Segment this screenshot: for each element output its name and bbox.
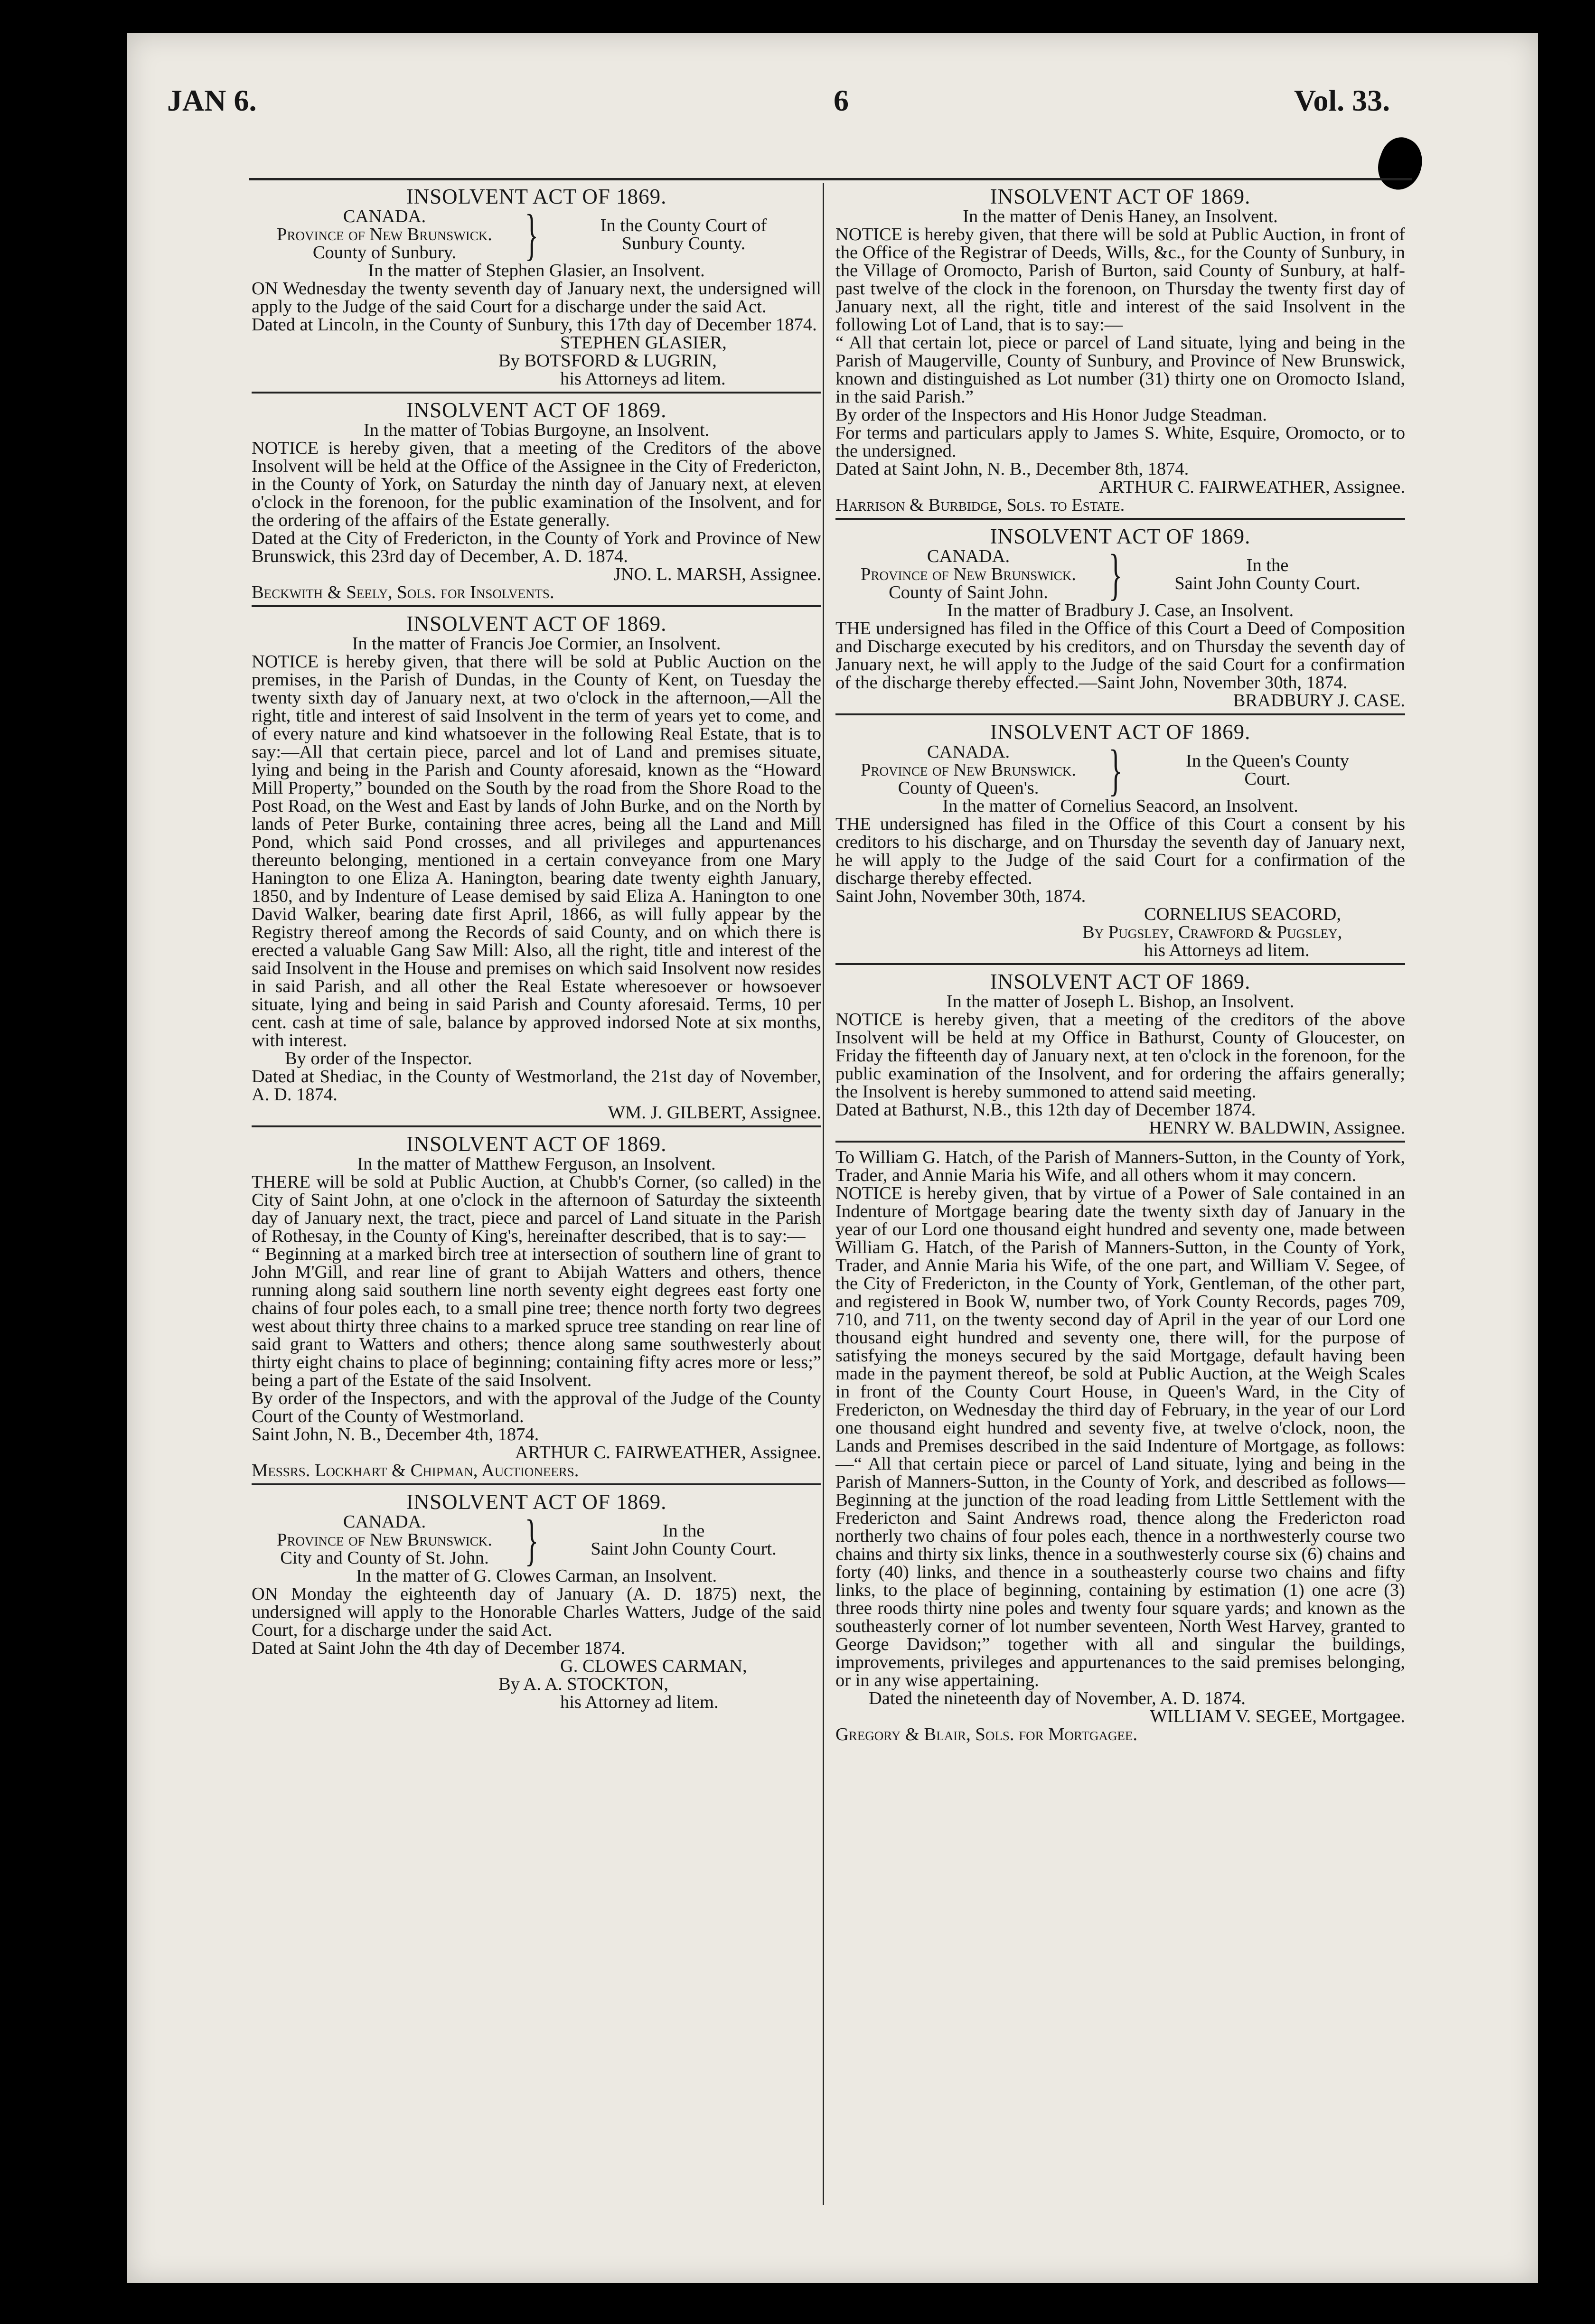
order-line: By order of the Inspectors and His Honor Judge Steadman. (835, 405, 1267, 425)
notice-mortgage-sale (835, 1145, 1405, 1747)
column-divider (823, 183, 824, 2205)
matter-line: In the matter of Francis Joe Cormier, an Insolvent. (352, 634, 721, 654)
canada-label: CANADA. (927, 742, 1010, 762)
notice-title: INSOLVENT ACT OF 1869. (990, 720, 1251, 744)
signature-role: his Attorney ad litem. (560, 1692, 719, 1712)
notice-carman (252, 1488, 821, 1715)
matter-line: In the matter of Matthew Ferguson, an Insolvent. (357, 1154, 716, 1174)
notice-title: INSOLVENT ACT OF 1869. (990, 525, 1251, 548)
solicitors-line: Gregory & Blair, Sols. for Mortgagee. (835, 1724, 1137, 1744)
court-heading (835, 738, 1405, 801)
left-column (252, 183, 821, 1718)
notice-title: INSOLVENT ACT OF 1869. (990, 185, 1251, 208)
matter-line: In the matter of Cornelius Seacord, an Insolvent. (942, 796, 1298, 816)
county-label: County of Queen's. (898, 778, 1039, 798)
notice-body: ON Wednesday the twenty seventh day of January next, the undersigned will apply to the Judge of the said Court for a discharge under the said Act. (252, 279, 821, 317)
notice-cormier (252, 610, 821, 1127)
dated-line: Dated at Bathurst, N.B., this 12th day of December 1874. (835, 1100, 1256, 1120)
dated-line: Dated at the City of Fredericton, in the County of York and Province of New Brunswick, this 23rd day of December, A. D. 1874. (252, 528, 821, 566)
signature-name: WILLIAM V. SEGEE, Mortgagee. (1150, 1706, 1405, 1726)
signature-role: his Attorneys ad litem. (1144, 940, 1310, 960)
court-line-1: In the (662, 1521, 705, 1541)
notice-body: NOTICE is hereby given, that there will be sold at Public Auction on the premises, in the Parish of Dundas, in the County of Kent, on Tuesday the twenty sixth day of January next, at two o'clock in the afternoon,—All the right, title and interest of said Insolvent in the term of years yet to come, and of every nature and kind whatsoever in the following Real Estate, that is to say:—All that certain piece, parcel and lot of Land and premises situate, lying and being in the Parish and County aforesaid, known as the “Howard Mill Property,” bounded on the South by the road from the Shore Road to the Post Road, on the West and East by lands of John Burke, and on the North by lands of Peter Burke, containing three acres, being all the Land and Mill Pond, which said Pond crosses, and all privileges and appurtenances thereunto belonging, mentioned in a certain conveyance from one Mary Hanington to one Eliza A. Hanington, bearing date twenty eighth January, 1850, and by Indenture of Lease demised by said Eliza A. Hanington to one David Walker, bearing date first April, 1866, as will fully appear by the Registry thereof among the Records of said County, and on which there is erected a valuable Gang Saw Mill: Also, all the right, title and interest of the said Insolvent in the House and premises on which said Insolvent now resides in said Parish, and all other the Real Estate wheresoever or howsoever situate, lying and being in said Parish and County aforesaid. Terms, 10 per cent. cash at time of sale, balance by approved indorsed Note at six months, with interest. (252, 652, 821, 1050)
quoted-description: “ Beginning at a marked birch tree at intersection of southern line of grant to John M'Gill, and rear line of grant to Abijah Watters and others, thence running along said southern line north seventy eight degrees east forty one chains of four poles each, to a small pine tree; thence north forty two degrees west about thirty three chains to a marked spruce tree standing on rear line of said grant to Watters and others; thence along same southwesterly about thirty eight chains to place of beginning; containing fifty acres more or less;” being a part of the Estate of the said Insolvent. (252, 1244, 821, 1390)
signature-name: WM. J. GILBERT, Assignee. (608, 1103, 821, 1123)
county-label: County of Sunbury. (312, 243, 457, 262)
signature-name: CORNELIUS SEACORD, (1144, 904, 1341, 924)
dated-line: Dated at Saint John the 4th day of December 1874. (252, 1638, 625, 1658)
right-column (835, 183, 1405, 1750)
notice-body: NOTICE is hereby given, that by virtue of a Power of Sale contained in an Indenture of Mortgage bearing date the twenty sixth day of January in the year of our Lord one thousand eight hundred and seventy one, made between William G. Hatch, of the Parish of Manners-Sutton, in the County of York, Trader, and Annie Maria his Wife, of the one part, and William V. Segee, of the City of Fredericton, in the County of York, Gentleman, of the other part, and registered in Book W, number two, of York County Records, pages 709, 710, and 711, on the twenty second day of April in the year of our Lord one thousand eight hundred and seventy one, there will, for the purpose of satisfying the moneys secured by the said Mortgage, default having been made in the payment thereof, be sold at Public Auction, at the Weigh Scales in front of the County Court House, in Queen's Ward, in the City of Fredericton, on Wednesday the third day of February, in the year of our Lord one thousand eight hundred and seventy five, at twelve o'clock, noon, the Lands and Premises described in the said Indenture of Mortgage, as follows:—“ All that certain piece or parcel of Land situate, lying and being in the Parish of Manners-Sutton, in the County of York, and described as follows—Beginning at the junction of the road leading from Little Settlement with the Fredericton and Saint Andrews road, thence along the Fredericton road northerly two chains of four poles each, thence in a northwesterly course two chains and thirty six links, thence in a southwesterly course six (6) chains and forty (40) links, and thence in a southeasterly course two chains and fifty links, to the place of beginning, containing by estimation (1) one acre (3) three roods thirty nine poles and twenty four square yards; and known as the southeasterly corner of lot number seventeen, North West Harvey, granted to George Davidson;” together with all and singular the buildings, improvements, privileges and appurtenances to the said premises belonging, or in any wise appertaining. (835, 1183, 1405, 1690)
court-line-1: In the Queen's County (1186, 751, 1349, 771)
court-heading (252, 203, 821, 266)
matter-line: In the matter of Tobias Burgoyne, an Insolvent. (363, 420, 710, 440)
brace-glyph: } (525, 203, 539, 266)
notice-title: INSOLVENT ACT OF 1869. (406, 398, 667, 422)
signature-name: HENRY W. BALDWIN, Assignee. (1149, 1118, 1405, 1138)
signature-by: By BOTSFORD & LUGRIN, (498, 351, 717, 371)
notice-title: INSOLVENT ACT OF 1869. (406, 185, 667, 208)
canada-label: CANADA. (343, 1512, 426, 1532)
notice-title: INSOLVENT ACT OF 1869. (406, 612, 667, 636)
brace-glyph: } (1108, 543, 1123, 606)
notice-body: ON Monday the eighteenth day of January (A. D. 1875) next, the undersigned will apply to the Honorable Charles Watters, Judge of the said Court, for a discharge under the said Act. (252, 1584, 821, 1640)
province-label: Province of New Brunswick. (861, 564, 1076, 584)
court-line-2: Sunbury County. (621, 234, 746, 253)
notice-body: NOTICE is hereby given, that there will be sold at Public Auction, in front of the Office of the Registrar of Deeds, Wills, &c., for the County of Sunbury, in the Village of Oromocto, Parish of Burton, said County of Sunbury, at half-past twelve of the clock in the forenoon, on Thursday the twenty first day of January next, all the right, title and interest of the said Insolvent in the following Lot of Land, that is to say:— (835, 225, 1405, 335)
province-label: Province of New Brunswick. (277, 1530, 492, 1550)
dated-line: Dated at Saint John, N. B., December 8th, 1874. (835, 459, 1189, 479)
notice-body: THE undersigned has filed in the Office of this Court a Deed of Composition and Discharge executed by his creditors, and on Thursday the seventh day of January next, he will apply to the Judge of the said Court for a confirmation of the discharge thereby effected.—Saint John, November 30th, 1874. (835, 618, 1405, 693)
dated-line: Saint John, N. B., December 4th, 1874. (252, 1424, 539, 1444)
signature-role: his Attorneys ad litem. (560, 369, 726, 389)
header-rule (249, 178, 1412, 180)
auctioneers-line: Messrs. Lockhart & Chipman, Auctioneers. (252, 1461, 579, 1481)
order-line: By order of the Inspectors, and with the approval of the Judge of the County Court of the County of Westmorland. (252, 1388, 821, 1426)
court-heading (252, 1508, 821, 1571)
canada-label: CANADA. (927, 546, 1010, 566)
brace-glyph: } (1108, 738, 1123, 801)
page-number: 6 (834, 84, 849, 117)
dated-line: Dated at Shediac, in the County of Westmorland, the 21st day of November, A. D. 1874. (252, 1067, 821, 1105)
county-label: City and County of St. John. (280, 1548, 489, 1568)
brace-glyph: } (525, 1508, 539, 1571)
notice-haney (835, 183, 1405, 520)
terms-line: For terms and particulars apply to James S. White, Esquire, Oromocto, or to the undersigned. (835, 423, 1405, 461)
court-line-2: Court. (1244, 769, 1291, 789)
county-label: County of Saint John. (889, 582, 1048, 602)
matter-line: In the matter of Bradbury J. Case, an Insolvent. (947, 600, 1294, 620)
notice-body: NOTICE is hereby given, that a meeting of the creditors of the above Insolvent will be held at my Office in Bathurst, County of Gloucester, on Friday the fifteenth day of January next, at ten o'clock in the forenoon, for the public examination of the Insolvent, and for ordering the affairs generally; the Insolvent is hereby summoned to attend said meeting. (835, 1010, 1405, 1102)
issue-date: JAN 6. (167, 84, 257, 117)
signature-name: JNO. L. MARSH, Assignee. (613, 564, 821, 584)
notice-body: THERE will be sold at Public Auction, at Chubb's Corner, (so called) in the City of Saint John, at one o'clock in the afternoon of Saturday the sixteenth day of January next, the tract, piece and parcel of Land situate in the Parish of Rothesay, in the County of King's, hereinafter described, that is to say:— (252, 1172, 821, 1246)
province-label: Province of New Brunswick. (861, 760, 1076, 780)
dated-line: Dated at Lincoln, in the County of Sunbury, this 17th day of December 1874. (252, 315, 817, 335)
notice-glasier (252, 183, 821, 394)
dated-line: Saint John, November 30th, 1874. (835, 886, 1086, 906)
notice-case (835, 523, 1405, 715)
matter-line: In the matter of Stephen Glasier, an Insolvent. (368, 261, 705, 281)
notice-ferguson (252, 1130, 821, 1485)
volume-number: Vol. 33. (1294, 84, 1390, 117)
matter-line: In the matter of Denis Haney, an Insolvent. (963, 206, 1278, 226)
notice-title: INSOLVENT ACT OF 1869. (990, 970, 1251, 993)
notice-title: INSOLVENT ACT OF 1869. (406, 1132, 667, 1156)
signature-name: BRADBURY J. CASE. (1233, 691, 1405, 711)
notice-body: THE undersigned has filed in the Office of this Court a consent by his creditors to his discharge, and on Thursday the seventh day of January next, he will apply to the Judge of the said Court for a confirmation of the discharge thereby effected. (835, 814, 1405, 888)
solicitors-line: Harrison & Burbidge, Sols. to Estate. (835, 495, 1125, 515)
matter-line: In the matter of Joseph L. Bishop, an Insolvent. (946, 992, 1295, 1012)
notice-title: INSOLVENT ACT OF 1869. (406, 1490, 667, 1514)
notice-seacord (835, 718, 1405, 965)
province-label: Province of New Brunswick. (277, 225, 492, 244)
canada-label: CANADA. (343, 206, 426, 226)
signature-by: By A. A. STOCKTON, (498, 1674, 668, 1694)
court-line-2: Saint John County Court. (1174, 573, 1360, 593)
notice-body: NOTICE is hereby given, that a meeting of the Creditors of the above Insolvent will be held at the Office of the Assignee in the City of Fredericton, in the County of York, on Saturday the ninth day of January next, at eleven o'clock in the forenoon, for the public examination of the Insolvent, and for the ordering of the affairs of the Estate generally. (252, 438, 821, 530)
quoted-description: “ All that certain lot, piece or parcel of Land situate, lying and being in the Parish of Maugerville, County of Sunbury, and Province of New Brunswick, known and distinguished as Lot number (31) thirty one on Oromocto Island, in the said Parish.” (835, 333, 1405, 407)
signature-name: ARTHUR C. FAIRWEATHER, Assignee. (515, 1443, 821, 1462)
court-line-1: In the County Court of (600, 216, 767, 235)
signature-name: ARTHUR C. FAIRWEATHER, Assignee. (1098, 477, 1405, 497)
solicitors-line: Beckwith & Seely, Sols. for Insolvents. (252, 582, 554, 602)
matter-line: In the matter of G. Clowes Carman, an Insolvent. (356, 1566, 717, 1586)
addressee-line: To William G. Hatch, of the Parish of Manners-Sutton, in the County of York, Trader, and Annie Maria his Wife, and all others whom it may concern. (835, 1147, 1405, 1185)
signature-name: G. CLOWES CARMAN, (560, 1656, 747, 1676)
order-line: By order of the Inspector. (285, 1049, 472, 1068)
signature-by: By Pugsley, Crawford & Pugsley, (1082, 922, 1342, 942)
court-line-2: Saint John County Court. (591, 1539, 777, 1559)
signature-name: STEPHEN GLASIER, (560, 333, 727, 353)
notice-bishop (835, 968, 1405, 1143)
court-heading (835, 543, 1405, 606)
notice-burgoyne (252, 396, 821, 607)
dated-line: Dated the nineteenth day of November, A. D. 1874. (869, 1688, 1246, 1708)
court-line-1: In the (1246, 555, 1289, 575)
